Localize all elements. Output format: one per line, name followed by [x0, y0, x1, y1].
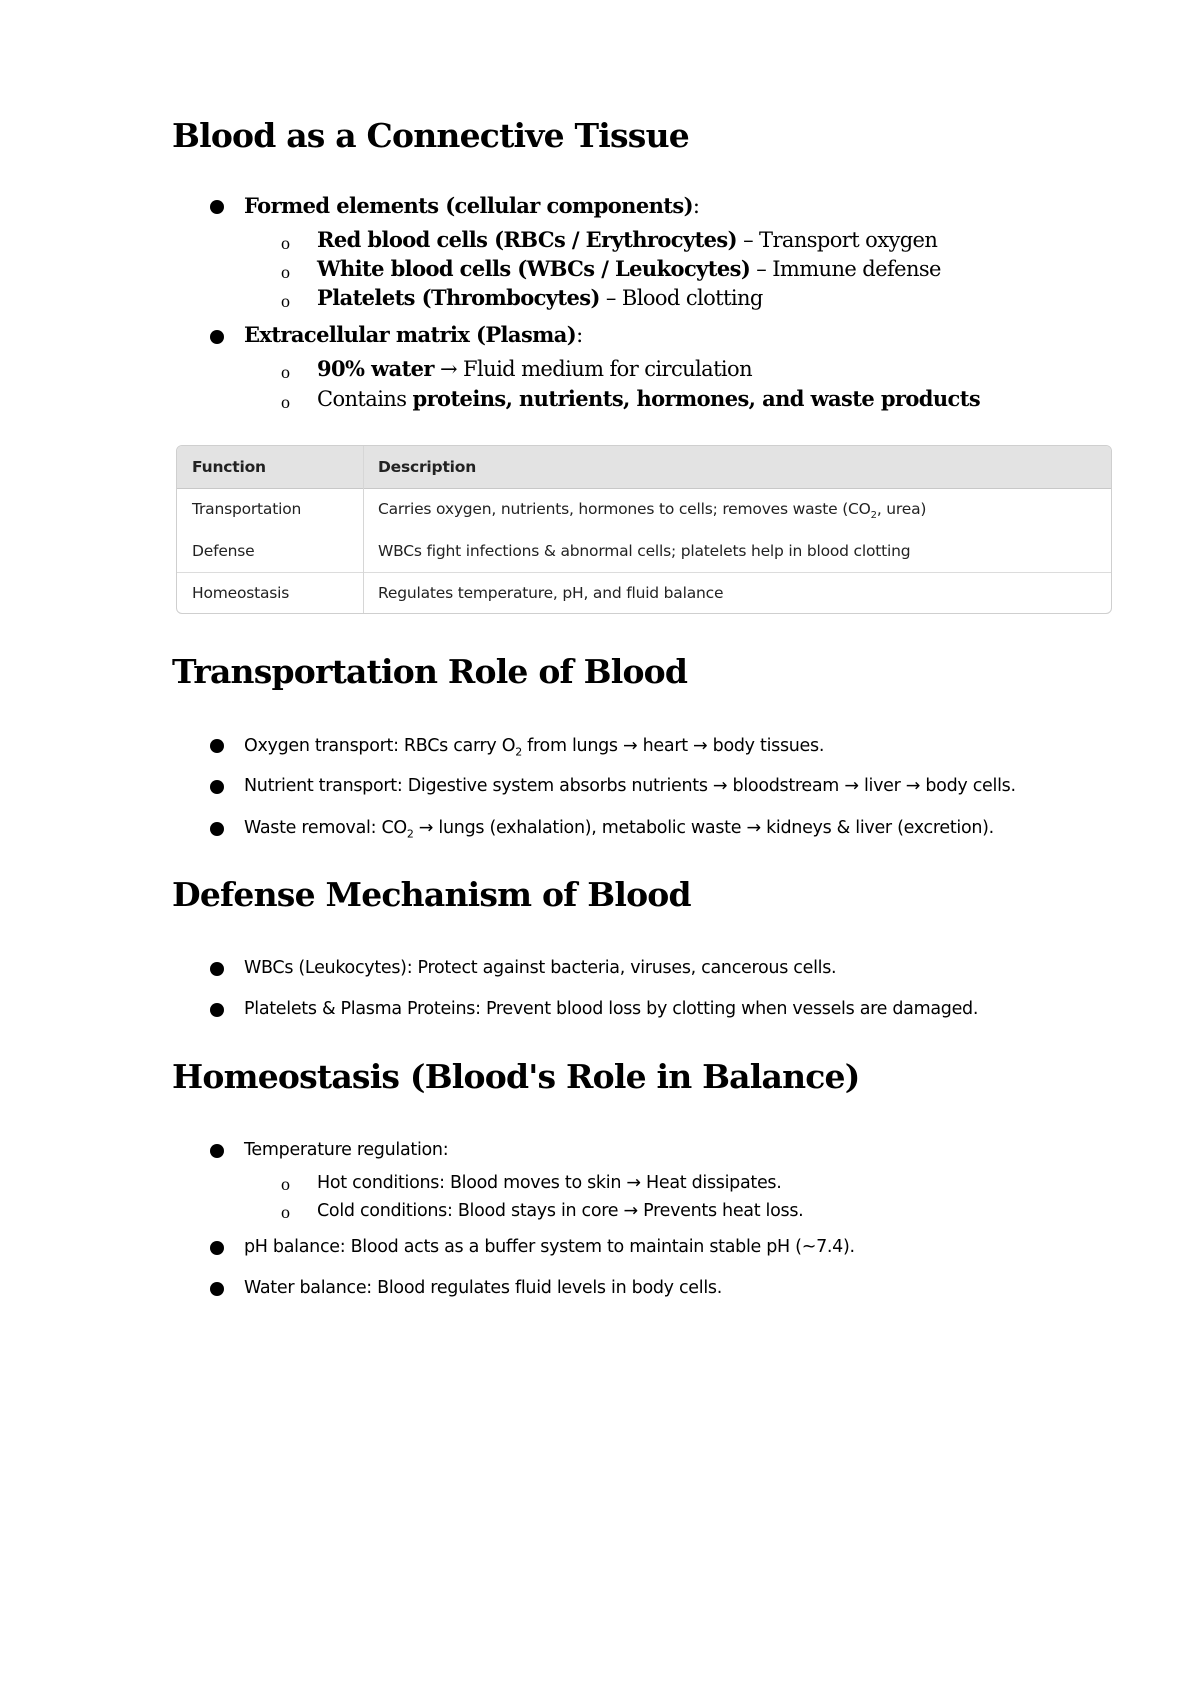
bullet-icon [210, 1144, 224, 1158]
bullet-icon [210, 962, 224, 976]
table-cell-description: WBCs fight infections & abnormal cells; platelets help in blood clotting [378, 542, 911, 560]
bullet-icon [210, 1003, 224, 1017]
list-item-wbc-defense: WBCs (Leukocytes): Protect against bacteria, viruses, cancerous cells. [244, 958, 837, 978]
bullet-icon [210, 822, 224, 836]
list-item-temperature-regulation: Temperature regulation: [244, 1140, 449, 1160]
sub-bullet-marker: o [281, 392, 290, 412]
sub-bullet-marker: o [281, 362, 290, 382]
list-item-oxygen-transport: Oxygen transport: RBCs carry $O_2$ from lungs → heart → body tissues. [244, 736, 825, 759]
bullet-icon [210, 330, 224, 344]
bullet-icon [210, 200, 224, 214]
table-column-divider [363, 446, 364, 613]
table-row [177, 572, 1111, 614]
table-cell-function: Transportation [192, 500, 302, 518]
table-cell-function: Defense [192, 542, 255, 560]
list-item-nutrient-transport: Nutrient transport: Digestive system absorbs nutrients → bloodstream → liver → body cells. [244, 776, 1016, 796]
bullet-icon [210, 739, 224, 753]
table-header-row [177, 446, 1111, 489]
list-item-hot-conditions: Hot conditions: Blood moves to skin → Heat dissipates. [317, 1173, 782, 1193]
bullet-icon [210, 1282, 224, 1296]
list-item-formed-elements: Formed elements (cellular components): [244, 193, 700, 218]
sub-bullet-marker: o [281, 1202, 290, 1222]
sub-bullet-marker: o [281, 1174, 290, 1194]
table-header-description: Description [378, 458, 477, 476]
list-item-water-balance: Water balance: Blood regulates fluid levels in body cells. [244, 1278, 722, 1298]
bullet-icon [210, 780, 224, 794]
table-cell-description: Carries oxygen, nutrients, hormones to cells; removes waste ($CO_2$, urea) [378, 500, 927, 522]
sub-bullet-marker: o [281, 291, 290, 311]
list-item-extracellular-matrix: Extracellular matrix (Plasma): [244, 322, 583, 347]
table-row [177, 488, 1111, 530]
list-item-platelets: Platelets (Thrombocytes) – Blood clotting [317, 285, 763, 310]
list-item-plasma-contents: Contains proteins, nutrients, hormones, and waste products [317, 386, 981, 411]
section-title-homeostasis: Homeostasis (Blood's Role in Balance) [172, 1057, 860, 1096]
list-item-wbc: White blood cells (WBCs / Leukocytes) – Immune defense [317, 256, 941, 281]
table-cell-description: Regulates temperature, pH, and fluid balance [378, 584, 724, 602]
section-title-defense: Defense Mechanism of Blood [172, 875, 691, 914]
section-title-blood-connective-tissue: Blood as a Connective Tissue [172, 116, 689, 155]
list-item-rbc: Red blood cells (RBCs / Erythrocytes) – Transport oxygen [317, 227, 938, 252]
list-item-water: 90% water → Fluid medium for circulation [317, 356, 753, 381]
list-item-cold-conditions: Cold conditions: Blood stays in core → Prevents heat loss. [317, 1201, 804, 1221]
table-row [177, 530, 1111, 573]
bullet-icon [210, 1241, 224, 1255]
functions-table [176, 445, 1112, 614]
list-item-waste-removal: Waste removal: $CO_2$ → lungs (exhalation), metabolic waste → kidneys & liver (excretion). [244, 818, 994, 841]
table-cell-function: Homeostasis [192, 584, 290, 602]
list-item-ph-balance: pH balance: Blood acts as a buffer system to maintain stable pH (~7.4). [244, 1237, 855, 1257]
table-header-function: Function [192, 458, 266, 476]
list-item-platelets-defense: Platelets & Plasma Proteins: Prevent blood loss by clotting when vessels are damaged. [244, 999, 979, 1019]
section-title-transportation: Transportation Role of Blood [172, 652, 688, 691]
sub-bullet-marker: o [281, 262, 290, 282]
sub-bullet-marker: o [281, 233, 290, 253]
